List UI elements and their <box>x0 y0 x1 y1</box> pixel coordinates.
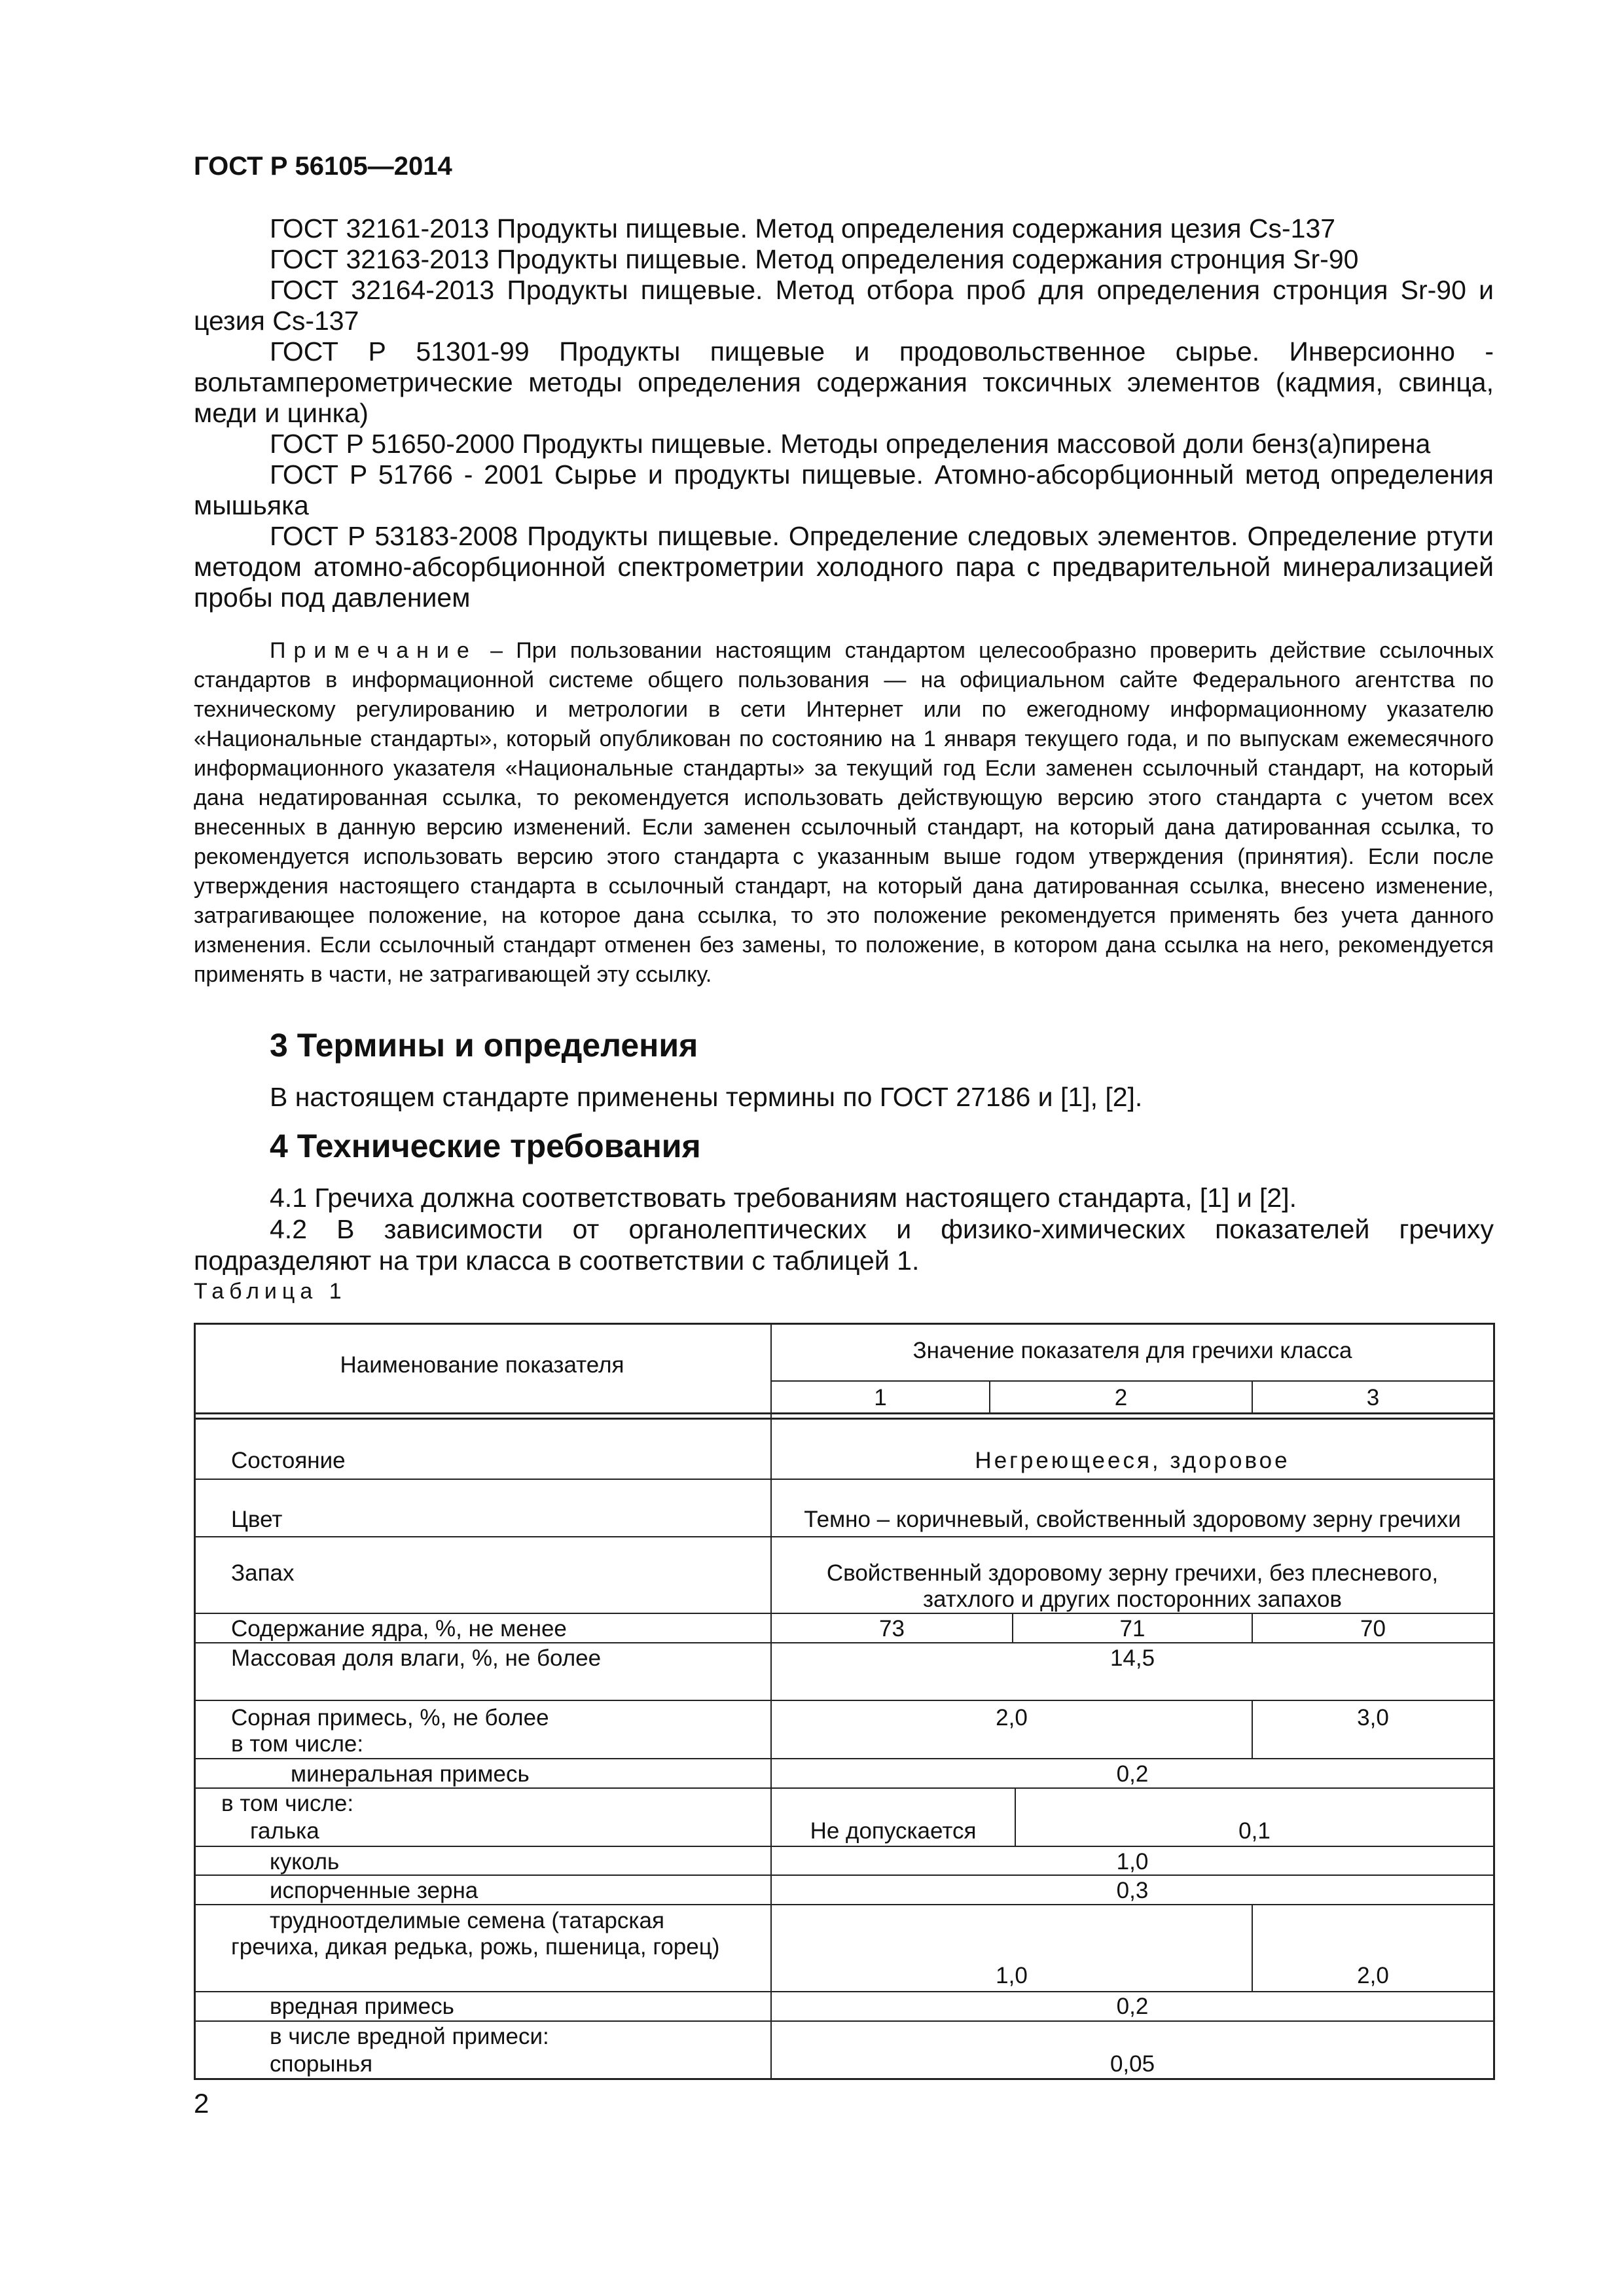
reference-item: ГОСТ Р 51766 - 2001 Сырье и продукты пищевые. Атомно-абсорбционный метод определения мышьяка <box>194 459 1494 520</box>
row-label-spoiled: испорченные зерна <box>270 1878 478 1903</box>
note-text: – При пользовании настоящим стандартом целесообразно проверить действие ссылочных стандартов в информационной системе общего пользования — на официальном сайте Федерального агентства по техническому регулированию и метрологии в сети Интернет или по ежегодному информационному указателю «Национальные стандарты», который опубликован по состоянию на 1 января текущего года, и по выпускам ежемесячного информационного указателя «Национальные стандарты» за текущий год Если заменен ссылочный стандарт, на который дана недатированная ссылка, то рекомендуется использовать действующую версию этого стандарта с учетом всех внесенных в данную версию изменений. Если заменен ссылочный стандарт, на который дана датированная ссылка, то рекомендуется использовать версию этого стандарта с указанным выше годом утверждения (принятия). Если после утверждения настоящего стандарта в ссылочный стандарт, на который дана датированная ссылка, внесено изменение, затрагивающее положение, на которое дана ссылка, то это положение рекомендуется применять без учета данного изменения. Если ссылочный стандарт отменен без замены, то положение, в котором дана ссылка на него, рекомендуется применять в части, не затрагивающей эту ссылку. <box>194 638 1494 987</box>
row-label-hard-1: трудноотделимые семена (татарская <box>270 1908 664 1933</box>
row-value-smell-1: Свойственный здоровому зерну гречихи, без плесневого, <box>826 1560 1439 1586</box>
section-3-title: 3 Термины и определения <box>270 1027 698 1064</box>
paragraph-4-2: 4.2 В зависимости от органолептических и физико-химических показателей гречиху подразделяют на три класса в соответствии с таблицей 1. <box>194 1214 1494 1276</box>
header-class-values: Значение показателя для гречихи класса <box>912 1338 1352 1363</box>
row-value-pebble-23: 0,1 <box>1238 1818 1271 1844</box>
row-value-hard-12: 1,0 <box>996 1963 1028 1988</box>
reference-item: ГОСТ Р 51301-99 Продукты пищевые и продовольственное сырье. Инверсионно - вольтамперометрические методы определения содержания токсичных элементов (кадмия, свинца, меди и цинка) <box>194 336 1494 428</box>
page-number: 2 <box>194 2088 209 2119</box>
row-value-pebble-1: Не допускается <box>810 1818 977 1844</box>
note-block <box>194 636 1494 990</box>
row-value-kernel-2: 71 <box>1119 1616 1146 1641</box>
row-label-moisture: Массовая доля влаги, %, не более <box>231 1645 602 1671</box>
reference-item: ГОСТ 32163-2013 Продукты пищевые. Метод определения содержания стронция Sr-90 <box>270 244 1359 274</box>
reference-item: ГОСТ Р 51650-2000 Продукты пищевые. Методы определения массовой доли бенз(а)пирена <box>270 429 1431 459</box>
row-label-pebble: галька <box>250 1818 319 1844</box>
row-value-spoiled: 0,3 <box>1116 1878 1149 1903</box>
row-value-kernel-1: 73 <box>879 1616 905 1641</box>
reference-item: ГОСТ Р 53183-2008 Продукты пищевые. Определение следовых элементов. Определение ртути методом атомно-абсорбционной спектрометрии холодного пара с предварительной минерализацией пробы под давлением <box>194 521 1494 613</box>
row-value-state: Негреющееся, здоровое <box>975 1448 1290 1473</box>
note-label: Примечание <box>270 638 477 663</box>
row-label-color: Цвет <box>231 1507 283 1532</box>
row-value-cockle: 1,0 <box>1116 1849 1149 1874</box>
paragraph-4-1: 4.1 Гречиха должна соответствовать требованиям настоящего стандарта, [1] и [2]. <box>270 1183 1297 1213</box>
section-4-text <box>194 1182 1494 1276</box>
row-label-hard-2: гречиха, дикая редька, рожь, пшеница, горец) <box>231 1934 720 1960</box>
row-value-mineral: 0,2 <box>1116 1761 1149 1787</box>
row-label-harmful: вредная примесь <box>270 1994 454 2019</box>
row-value-hard-3: 2,0 <box>1357 1963 1389 1988</box>
normative-references <box>194 213 1494 613</box>
row-value-moisture: 14,5 <box>1110 1645 1155 1671</box>
row-label-weed: Сорная примесь, %, не более <box>231 1705 549 1731</box>
reference-item: ГОСТ 32164-2013 Продукты пищевые. Метод отбора проб для определения стронция Sr-90 и цезия Cs-137 <box>194 275 1494 336</box>
table-caption: Таблица 1 <box>194 1279 347 1304</box>
row-value-weed-12: 2,0 <box>996 1705 1028 1731</box>
row-label-kernel: Содержание ядра, %, не менее <box>231 1616 567 1641</box>
row-label-mineral: минеральная примесь <box>291 1761 530 1787</box>
row-label-ergot: спорынья <box>270 2051 373 2077</box>
row-value-harmful: 0,2 <box>1116 1994 1149 2019</box>
row-value-smell-2: затхлого и других посторонних запахов <box>922 1587 1343 1612</box>
reference-item: ГОСТ 32161-2013 Продукты пищевые. Метод определения содержания цезия Cs-137 <box>270 213 1336 243</box>
header-class-3: 3 <box>1366 1385 1380 1410</box>
section-4-title: 4 Технические требования <box>270 1128 701 1164</box>
row-value-ergot: 0,05 <box>1110 2051 1155 2077</box>
row-value-color: Темно – коричневый, свойственный здоровому зерну гречихи <box>804 1507 1461 1532</box>
row-label-incl: в том числе: <box>221 1791 354 1816</box>
table-1 <box>194 1323 1495 2080</box>
header-class-2: 2 <box>1114 1385 1128 1410</box>
header-indicator-name: Наименование показателя <box>340 1352 624 1378</box>
header-class-1: 1 <box>874 1385 887 1410</box>
row-label-harmful-incl: в числе вредной примеси: <box>270 2024 549 2049</box>
row-value-weed-3: 3,0 <box>1357 1705 1389 1731</box>
row-label-state: Состояние <box>231 1448 346 1473</box>
row-label-weed-incl: в том числе: <box>231 1731 364 1757</box>
row-value-kernel-3: 70 <box>1360 1616 1386 1641</box>
section-3-text: В настоящем стандарте применены термины по ГОСТ 27186 и [1], [2]. <box>270 1082 1143 1112</box>
row-label-smell: Запах <box>231 1560 295 1586</box>
row-label-cockle: куколь <box>270 1849 340 1874</box>
document-code: ГОСТ Р 56105—2014 <box>194 152 452 181</box>
